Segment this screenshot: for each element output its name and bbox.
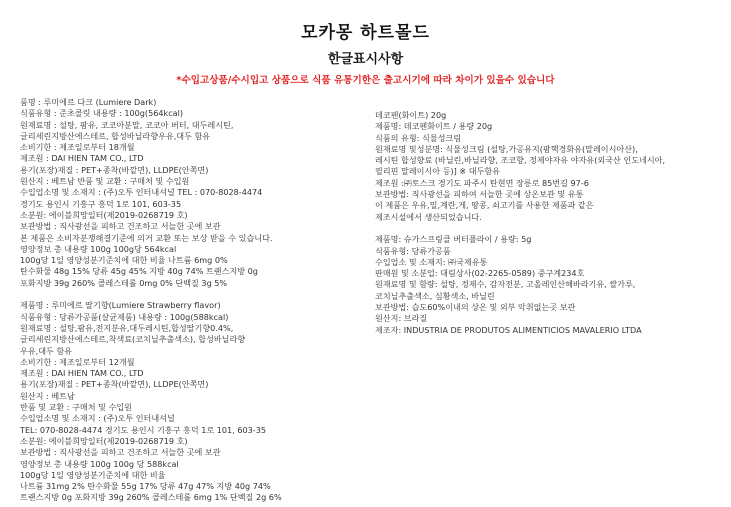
product-info-left-column	[20, 97, 365, 504]
info-line: 용기(포장)재질 : PET+종착(바깥면), LLDPE(안쪽면)	[20, 379, 209, 390]
info-line: 제조원 : DAI HIEN TAM CO., LTD	[20, 153, 144, 164]
info-line: 소분원: 에이블희망일터(제2019-0268719 호)	[20, 209, 188, 220]
info-line: 제품명: 데코펜화이트 / 용량 20g	[375, 121, 493, 132]
info-line: 원산지 : 베트남 반품 및 교환 : 구매처 및 수입원	[20, 176, 190, 187]
info-line: 데코펜(화이트) 20g	[375, 110, 447, 120]
info-line: 식품유형 : 당류가공품(살균제품) 내용량 : 100g(588kcal)	[20, 311, 229, 322]
info-line: 보관방법 : 직사광선을 피하고 건조하고 서늘한 곳에 보관	[20, 221, 221, 232]
info-line: 제품명 : 루미에르 딸기향(Lumiere Strawberry flavor)	[20, 300, 221, 311]
info-line: 원재료명 : 설탕, 팜유, 코코아분말, 코코아 버터, 대두레시틴,	[20, 119, 234, 130]
info-line: 원재료명 : 설탕,팜유,전지분유,대두레시틴,합성딸기향0.4%,	[20, 322, 234, 333]
expiry-notice: *수입고상품/수시입고 상품으로 식품 유통기한은 출고시기에 따라 차이가 있을수 있습니다	[176, 75, 555, 86]
info-line: 원산지: 브라질	[375, 313, 428, 324]
info-line: 보관방법: 직사광선을 피하여 서늘한 곳에 상온보관 및 유통	[375, 189, 584, 200]
info-line: 원산지 : 베트남	[20, 390, 75, 401]
info-line: 품명 : 루미에르 다크 (Lumiere Dark)	[20, 97, 157, 107]
info-line: 반품 및 교환 : 구매처 및 수입원	[20, 402, 132, 413]
section-gap	[20, 289, 365, 300]
info-line: 보관방법: 습도60%이내의 상온 및 외부 악취없는곳 보관	[375, 302, 576, 313]
section-gap	[375, 223, 720, 234]
info-line: 판매원 및 소분업: 대림상사(02-2265-0589) 중구계234호	[375, 268, 585, 279]
info-line: 포화지방 39g 260% 콜레스테롤 0mg 0% 단백질 3g 5%	[20, 277, 228, 288]
info-line: 원재료명 및성분명: 식물성크림 (설탕,가공유지(팜핵경화유(말레이시아산),	[375, 143, 638, 154]
info-line: 제조원 : DAI HIEN TAM CO., LTD	[20, 368, 144, 379]
info-line: 용기(포장)재질 : PET+종착(바깥면), LLDPE(안쪽면)	[20, 164, 209, 175]
label-heading: 한글표시사항	[327, 52, 404, 67]
info-line: 식품의 유형: 식물성크림	[375, 132, 462, 143]
info-line: 우유,대두 함유	[20, 345, 73, 356]
info-line: 소비기한 : 제조일로부터 12개월	[20, 356, 135, 367]
info-line: 영양정보 총 내용량 100g 100g당 564kcal	[20, 243, 177, 254]
info-line: 소분원: 에이블희망일터(제2019-0268719 호)	[20, 435, 188, 446]
info-line: 나트륨 31mg 2% 탄수화물 55g 17% 당류 47g 47% 지방 40g 74%	[20, 481, 271, 492]
info-line: TEL: 070-8028-4474 경기도 용인시 기흥구 흥덕 1로 101, 603-35	[20, 424, 267, 435]
info-line: 영양정보 총 내용량 100g 100g 당 588kcal	[20, 458, 179, 469]
info-line: 원재료명 및 함량: 설탕, 정제수, 감자전분, 고올레인산해바라기유, 쌀가루,	[375, 279, 636, 290]
info-line: 소비기한 : 제조일로부터 18개월	[20, 142, 135, 153]
info-line: 코치닐추출색소, 심황색소, 바닐린	[375, 290, 495, 301]
info-line: 본 제품은 소비자분쟁해결기준에 의거 교환 또는 보상 받을 수 있습니다.	[20, 232, 273, 243]
info-line: 제조자: INDUSTRIA DE PRODUTOS ALIMENTICIOS MAVALERIO LTDA	[375, 324, 642, 335]
info-line: 식품유형: 당류가공품	[375, 245, 451, 256]
info-line: 필리핀 말레이시아 등)] ※ 대두함유	[375, 166, 501, 177]
product-info-right-column	[375, 110, 720, 336]
info-line: 100g당 1일 영양성분기준치에 대한 비율	[20, 469, 166, 480]
info-line: 수입업소 및 소재지: ㈜국제유통	[375, 256, 488, 267]
page-title: 모카몽 하트몰드	[301, 23, 430, 43]
info-line: 레시틴 합성향료 (바닐린,바닐라향, 조코향, 정제야자유 야자유(외국산 인도네시아,	[375, 155, 666, 166]
info-line: 이 제품은 우유,밀,계란,게, 땅콩, 쇠고기를 사용한 제품과 같은	[375, 200, 594, 211]
info-line: 제조원 :㈜토스크 경기도 파주시 탄현면 장릉로 85번길 97-6	[375, 177, 589, 188]
info-line: 탄수화물 48g 15% 당류 45g 45% 지방 40g 74% 트랜스지방 0g	[20, 266, 258, 277]
info-line: 100g당 1일 영양성분기준치에 대한 비율 나트륨 6mg 0%	[20, 255, 228, 266]
info-line: 수입업소명 및 소재지 : (주)오투 인터내셔널 TEL : 070-8028-4474	[20, 187, 263, 198]
info-line: 트랜스지방 0g 포화지방 39g 260% 콜레스테롤 6mg 1% 단백질 2g 6%	[20, 492, 282, 503]
info-line: 제품명: 슈가스프링클 버터플라이 / 용량: 5g	[375, 234, 532, 245]
info-line: 글리세린지방산에스테르,착색료(코치닐추출색소), 합성바닐라향	[20, 334, 246, 345]
info-line: 제조시설에서 생산되었습니다.	[375, 211, 482, 222]
info-line: 경기도 용인시 기흥구 흥덕 1로 101, 603-35	[20, 198, 182, 209]
info-line: 식품유형 : 준초콜릿 내용량 : 100g(564kcal)	[20, 108, 184, 119]
info-line: 글리세린지방산에스테르, 합성바닐라향우유,대두 함유	[20, 130, 211, 141]
info-line: 보관방법 : 직사광선을 피하고 건조하고 서늘한 곳에 보관	[20, 447, 221, 458]
info-line: 수입업소명 및 소재지 : (주)오투 인터내셔널	[20, 413, 175, 424]
